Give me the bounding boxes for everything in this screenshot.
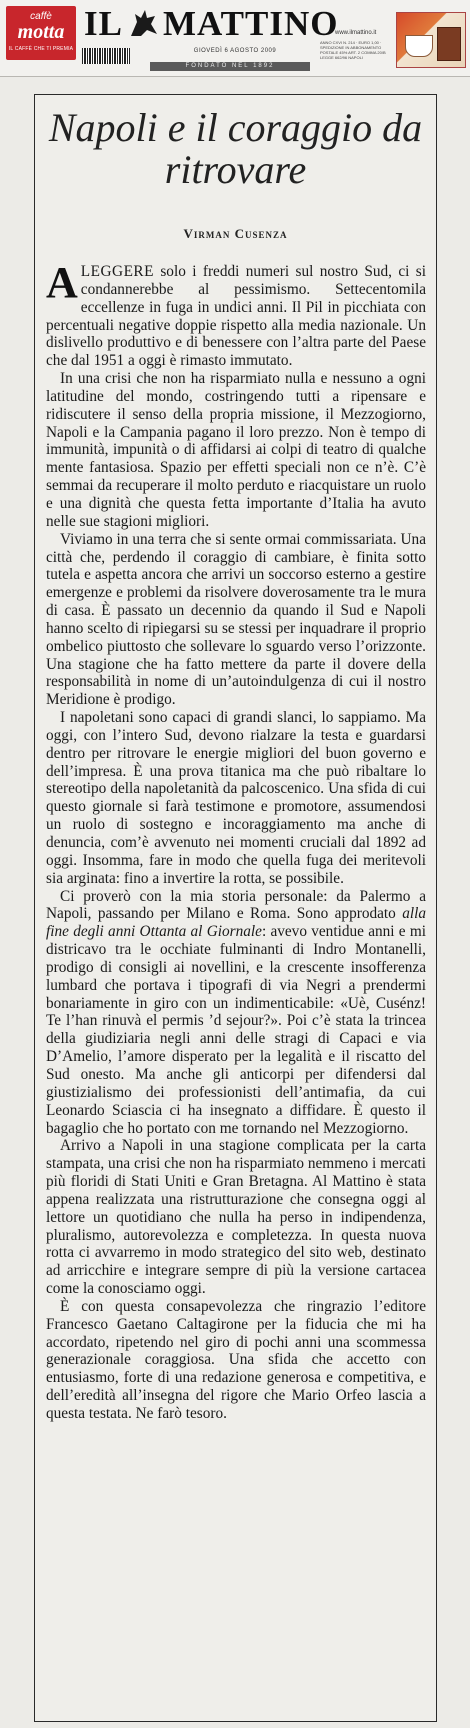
editorial-article — [34, 94, 437, 1722]
paragraph-1 — [46, 258, 426, 370]
website-url[interactable]: www.ilmattino.it — [335, 30, 377, 36]
article-headline: Napoli e il coraggio da ritrovare — [48, 105, 423, 192]
ad-brand-line2: motta — [17, 21, 65, 43]
paragraph-2: In una crisi che non ha risparmiato nulla e nessuno a ogni latitudine del mondo, costringendo tutti a ripensare e ridiscutere il senso della propria missione, il Mezzogiorno, Napoli e la Campania pagano il loro prezzo. Non è tempo di immunità, impunità o di affidarsi ai colpi di teatro di qualche mente fantasiosa. Spazio per effetti speciali non ce n’è. C’è semmai da recuperare il molto perduto e riacquistare un ruolo e una dignità che questa fetta importante d’Italia ha avuto nelle sue stagioni migliori. — [46, 370, 426, 530]
paragraph-1-text: solo i freddi numeri sul nostro Sud, ci si condannerebbe al pessimismo. Settecentomila eccellenze in fuga in undici anni. Il Pil in picchiata con percentuali negative doppie rispetto alla media nazionale. Un dislivello produttivo e di benessere con l’altra parte del Paese che dal 1951 a oggi è rimasto immutato. — [46, 263, 426, 370]
issue-date: GIOVEDÌ 6 AGOSTO 2009 — [193, 48, 277, 54]
horse-emblem-icon — [127, 6, 161, 40]
article-body — [46, 258, 426, 1423]
paragraph-5-text-a: Ci proverò con la mia storia personale: da Palermo a Napoli, passando per Milano e Roma. Sono approdato — [46, 887, 426, 923]
issue-meta: ANNO CXVI N. 214 · EURO 1,00 · SPEDIZIONE IN ABBONAMENTO POSTALE 45% ART. 2 COMMA 20/B LEGGE 662/96 NAPOLI — [320, 40, 386, 60]
masthead — [0, 0, 470, 77]
paragraph-5-italic: alla fine degli anni Ottanta al Giornale — [46, 905, 426, 941]
paragraph-4: I napoletani sono capaci di grandi slanci, lo sappiamo. Ma oggi, con l’intero Sud, devono rialzare la testa e guardarsi dentro per ritrovare le energie migliori del buon governo e dell’impresa. È una prova titanica ma che può ribaltare lo stereotipo della napoletanità da palcoscenico. Una sfida di cui questo giornale si farà testimone e promotore, assumendosi un ruolo di sostegno e incoraggiamento ma anche di denuncia, com’è avvenuto nei momenti cruciali dal 1892 ad oggi. Insomma, fare in modo che quella fuga dei meritevoli sia arginata: fino a invertire la rotta, se possibile. — [46, 709, 426, 887]
ad-tagline: IL CAFFÈ CHE TI PREMIA — [8, 46, 74, 52]
paragraph-7: È con questa consapevolezza che ringrazio l’editore Francesco Gaetano Caltagirone per la fiducia che mi ha accordato, ripetendo nel giro di pochi anni una scommessa generazionale coraggiosa. Una sfida che accetto con entusiasmo, forte di una redazione generosa e competitiva, e dell’eredità all’insegna del rigore che Mario Orfeo lascia a questa testata. Ne farò tesoro. — [46, 1297, 426, 1422]
ad-brand-line1: caffè — [30, 11, 52, 22]
article-byline: Virman Cusenza — [183, 226, 288, 241]
newspaper-logo — [84, 4, 384, 44]
paragraph-5 — [46, 888, 426, 1138]
logo-word-il: IL — [84, 4, 123, 43]
caffe-motta-ad[interactable] — [6, 6, 76, 60]
paragraph-5-text-b: : avevo ventidue anni e mi districavo tra le occhiate fulminanti di Indro Montanelli, prodigo di consigli ai novellini, e la crescente insofferenza lumbard che portava i tipografi di via Negri a prendermi bonariamente in giro con un indimenticabile: «Uè, Cusénz! Te l’han rinuvà el permis ’d sejour?». Poi c’è stata la trincea della giudiziaria negli anni delle stragi di Capaci e via D’Amelio, l’amore disperato per la legalità e il riscatto del Sud onesto. Ma anche gli anticorpi per difendersi dal giustizialismo dei professionisti dell’antimafia, da cui Leonardo Sciascia ci ha insegnato a diffidare. È questo il bagaglio che ho portato con me tornando nel Mezzogiorno. — [46, 923, 426, 1137]
coffee-ad[interactable] — [396, 12, 466, 68]
lead-in: LEGGERE — [80, 263, 154, 280]
barcode — [82, 48, 130, 64]
paragraph-3: Viviamo in una terra che si sente ormai commissariata. Una città che, perdendo il coraggio di cambiare, è finita sotto tutela e aspetta ancora che arrivi un soccorso esterno a gestire emergenze e problemi da risolvere doverosamente tra le mura di casa. È passato un decennio da quando il Sud e Napoli hanno scelto di ripiegarsi su se stessi per inquadrare il proprio ombelico piuttosto che sollevare lo sguardo verso l’orizzonte. Una stagione che ha fatto mettere da parte il dovere della responsabilità in nome di un’autoindulgenza di cui il nostro Meridione è prodigo. — [46, 530, 426, 709]
coffee-cup-icon — [405, 35, 433, 57]
paragraph-6: Arrivo a Napoli in una stagione complicata per la carta stampata, una crisi che non ha risparmiato nemmeno i mercati più floridi di Stati Uniti e Gran Bretagna. Al Mattino è stata appena realizzata una ristrutturazione che consegna oggi al lettore un quotidiano che nulla ha perso in indipendenza, pluralismo, autorevolezza e completezza. In questa nuova rotta ci avvarremo in modo strategico del sito web, destinato ad arricchire e integrare sempre di più la versione cartacea come la conosciamo oggi. — [46, 1137, 426, 1298]
coffee-pack-icon — [437, 27, 461, 61]
founded-banner: FONDATO NEL 1892 — [150, 62, 310, 71]
drop-cap: A — [46, 258, 78, 307]
logo-word-mattino: MATTINO — [162, 4, 339, 43]
